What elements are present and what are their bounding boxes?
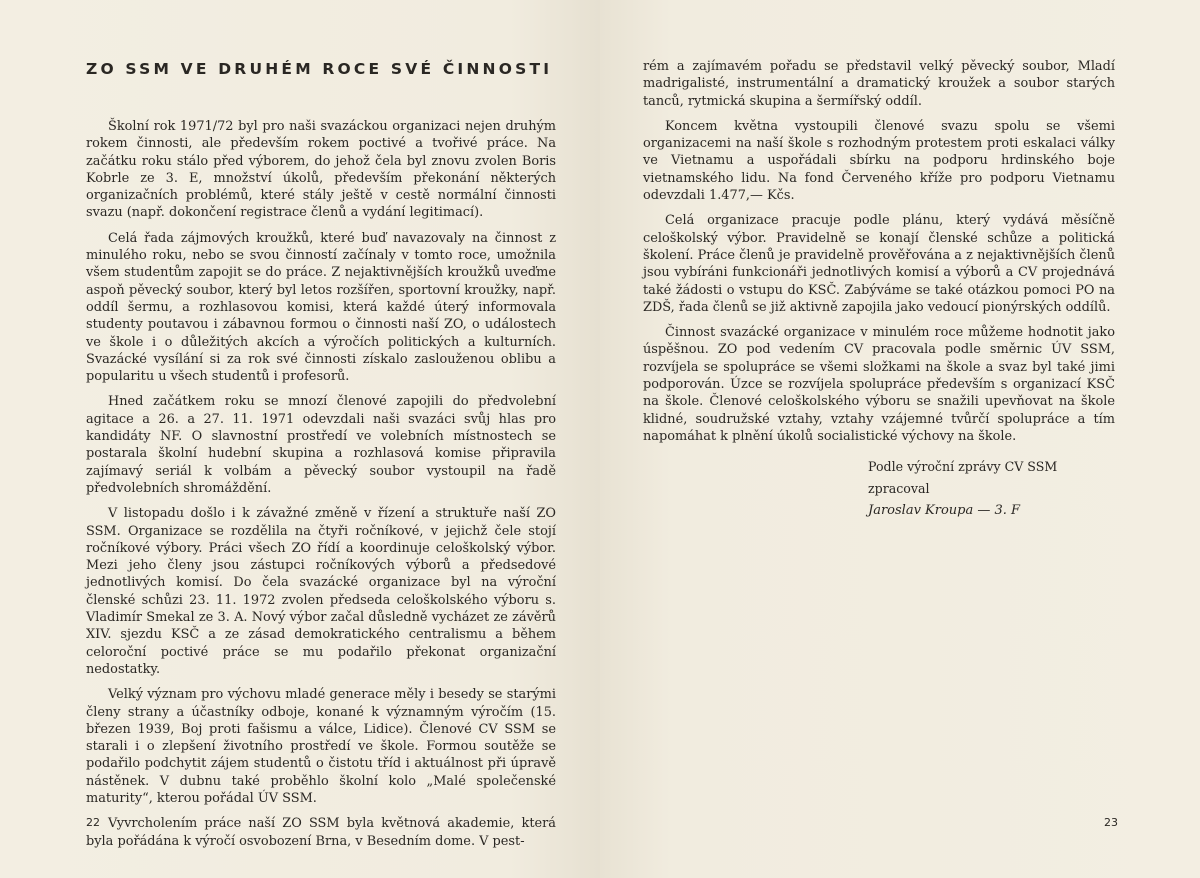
- paragraph: Velký význam pro výchovu mladé generace měly i besedy se starými členy strany a účastníky odboje, konané k významným výročím (15. březen 1939, Boj proti fašismu a válce, Lidice). Členové CV SSM se starali i o zlepšení životního prostředí ve škole. Formou soutěže se podařilo podchytit zájem studentů o čistotu tříd i aktuálnost při úpravě nástěnek. V dubnu také proběhlo školní kolo „Malé společenské maturity“, kterou pořádal ÚV SSM.: [86, 687, 556, 806]
- article-title: ZO SSM VE DRUHÉM ROCE SVÉ ČINNOSTI: [86, 60, 553, 78]
- paragraph: Činnost svazácké organizace v minulém roce můžeme hodnotit jako úspěšnou. ZO pod vedením CV pracovala podle směrnic ÚV SSM, rozvíjela se spolupráce se všemi složkami na škole a svaz byl také jimi podporován. Úzce se rozvíjela spolupráce především s organizací KSČ na škole. Členové celoškolského výboru se snažili upevňovat na škole klidné, soudružské vztahy, vztahy vzájemné tvůrčí spolupráce a tím napomáhat k plnění úkolů socialistické výchovy na škole.: [643, 325, 1115, 444]
- signature-block: [868, 456, 1118, 522]
- paragraph: Vyvrcholením práce naší ZO SSM byla květnová akademie, která byla pořádána k výročí osvobození Brna, v Besedním dome. V pest-: [86, 816, 556, 849]
- right-page-body: [643, 58, 1115, 453]
- signature-line: Podle výroční zprávy CV SSM zpracoval: [868, 459, 1058, 496]
- page-number-right: 23: [1104, 816, 1118, 829]
- author-name: Jaroslav Kroupa — 3. F: [868, 503, 1021, 518]
- right-page: [600, 0, 1200, 878]
- paragraph: Koncem května vystoupili členové svazu spolu se všemi organizacemi na naší škole s rozhodným protestem proti eskalaci války ve Vietnamu a uspořádali sbírku na podporu hrdinského boje vietnamského lidu. Na fond Červeného kříže pro podporu Vietnamu odevzdali 1.477,— Kčs.: [643, 118, 1115, 204]
- paragraph: rém a zajímavém pořadu se představil velký pěvecký soubor, Mladí madrigalisté, instrumentální a dramatický kroužek a soubor starých tanců, rytmická skupina a šermířský oddíl.: [643, 59, 1115, 109]
- paragraph: Celá organizace pracuje podle plánu, který vydává měsíčně celoškolský výbor. Pravidelně se konají členské schůze a politická školení. Práce členů je pravidelně prověřována a z nejaktivnějších členů jsou vybíráni funkcionáři jednotlivých komisí a výborů a CV projednává také žádosti o vstupu do KSČ. Zabýváme se také otázkou pomoci PO na ZDŠ, řada členů se již aktivně zapojila jako vedoucí pionýrských oddílů.: [643, 213, 1115, 315]
- left-page-body: [86, 118, 556, 858]
- paragraph: Školní rok 1971/72 byl pro naši svazáckou organizaci nejen druhým rokem činnosti, ale především rokem poctivé a tvořivé práce. Na začátku roku stálo před výborem, do jehož čela byl znovu zvolen Boris Kobrle ze 3. E, množství úkolů, především překonání některých organizačních problémů, které stály ještě v cestě normální činnosti svazu (např. dokončení registrace členů a vydání legitimací).: [86, 119, 556, 221]
- paragraph: Celá řada zájmových kroužků, které buď navazovaly na činnost z minulého roku, nebo se svou činností začínaly v tomto roce, umožnila všem studentům zapojit se do práce. Z nejaktivnějších kroužků uveďme aspoň pěvecký soubor, který byl letos rozšířen, sportovní kroužky, např. oddíl šermu, a rozhlasovou komisi, která každé úterý informovala studenty poutavou i zábavnou formou o činnosti naší ZO, o událostech ve škole i o důležitých akcích a výročích politických a kulturních. Svazácké vysílání si za rok své činnosti získalo zaslouženou oblibu a popularitu u všech studentů i profesorů.: [86, 230, 556, 385]
- paragraph: Hned začátkem roku se mnozí členové zapojili do předvolební agitace a 26. a 27. 11. 1971 odevzdali naši svazáci svůj hlas pro kandidáty NF. O slavnostní prostředí ve volebních místnostech se postarala školní hudební skupina a rozhlasová komise připravila zajímavý seriál k volbám a pěvecký soubor vystoupil na řadě předvolebních shromáždění.: [86, 394, 556, 496]
- page-number-left: 22: [86, 816, 100, 829]
- paragraph: V listopadu došlo i k závažné změně v řízení a struktuře naší ZO SSM. Organizace se rozdělila na čtyři ročníkové, v jejichž čele stojí ročníkové výbory. Práci všech ZO řídí a koordinuje celoškolský výbor. Mezi jeho členy jsou zástupci ročníkových výborů a předsedové jednotlivých komisí. Do čela svazácké organizace byl na výroční členské schůzi 23. 11. 1972 zvolen předseda celoškolského výboru s. Vladimír Smekal ze 3. A. Nový výbor začal důsledně vycházet ze závěrů XIV. sjezdu KSČ a ze zásad demokratického centralismu a během celoroční poctivé práce se mu podařilo překonat organizační nedostatky.: [86, 506, 556, 677]
